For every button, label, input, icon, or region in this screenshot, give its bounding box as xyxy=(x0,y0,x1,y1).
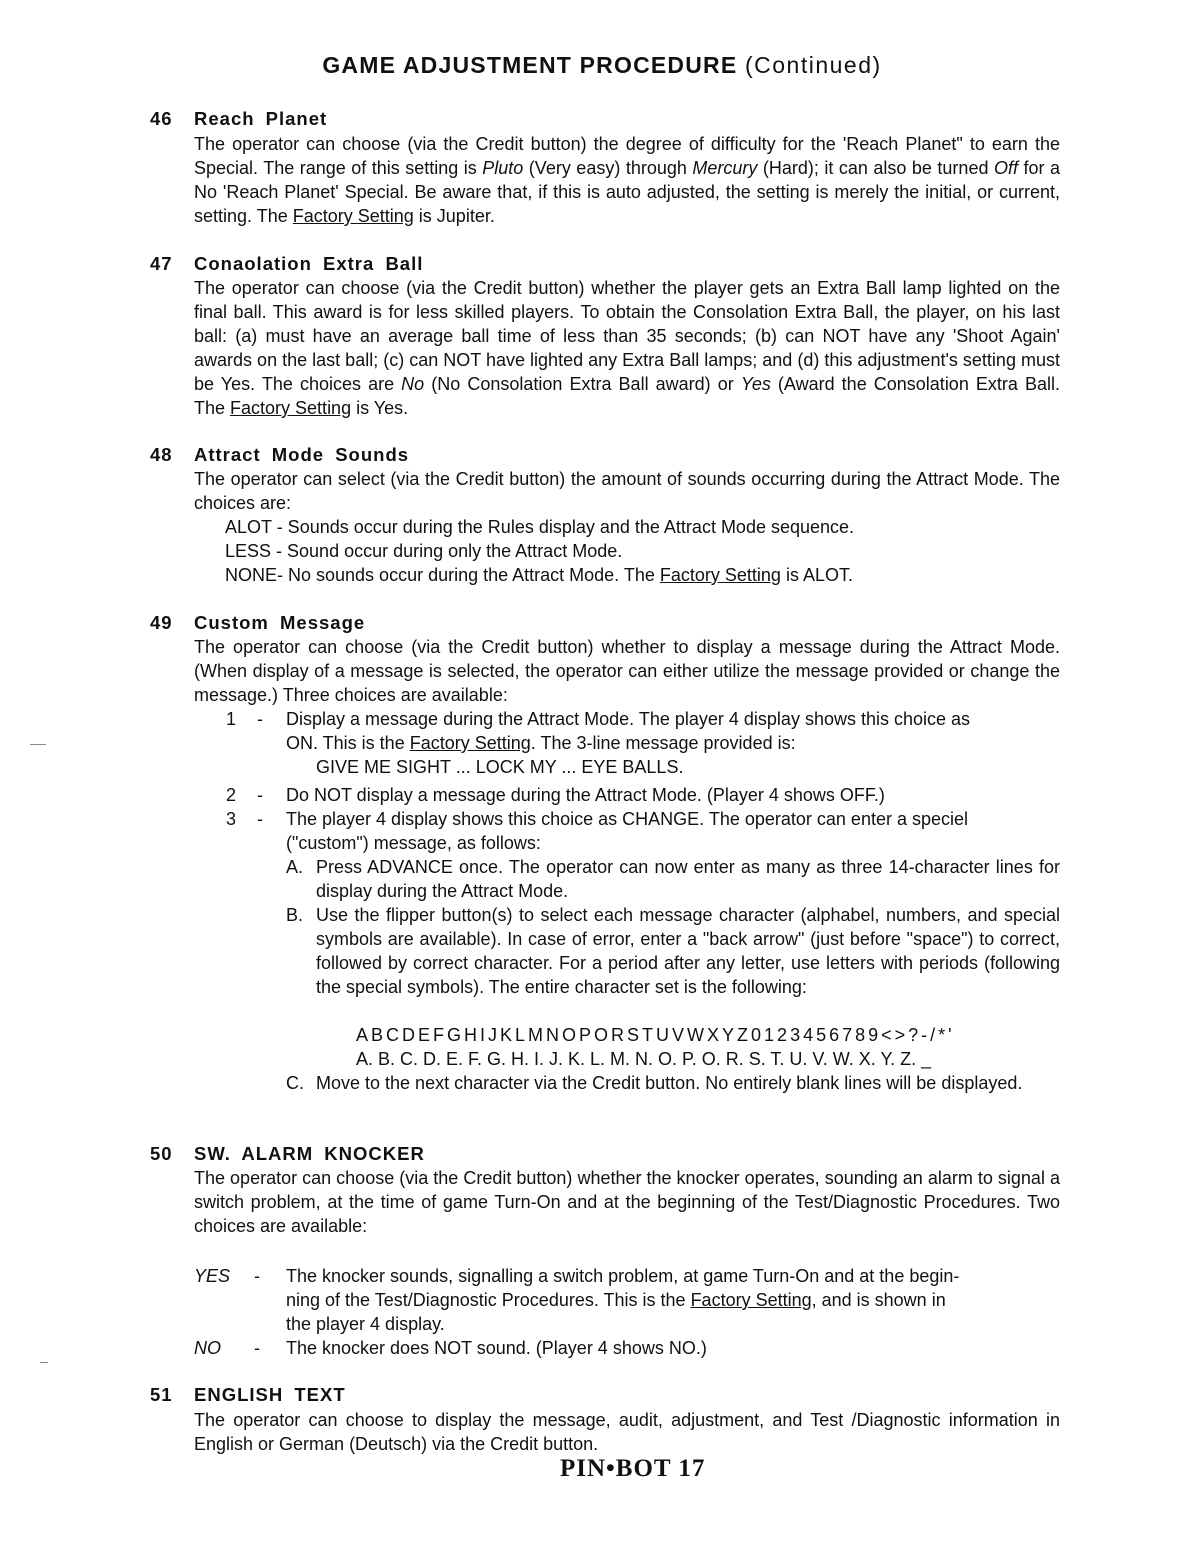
list-item: Display a message during the Attract Mode. The player 4 display shows this choice as xyxy=(286,709,971,729)
choice-dash: - xyxy=(254,1338,260,1358)
list-item: Do NOT display a message during the Attract Mode. (Player 4 shows OFF.) xyxy=(286,785,885,805)
choice-text: ning of the Test/Diagnostic Procedures. This is the Factory Setting, and is shown in xyxy=(286,1290,946,1310)
list-item: ON. This is the Factory Setting. The 3-line message provided is: xyxy=(286,733,796,753)
message-text: GIVE ME SIGHT ... LOCK MY ... EYE BALLS. xyxy=(316,757,684,777)
list-dash: - xyxy=(257,785,263,805)
list-dash: - xyxy=(257,709,263,729)
character-set: ABCDEFGHIJKLMNOPORSTUVWXYZ0123456789<>?-/*' xyxy=(356,1025,955,1045)
section-heading: Custom Message xyxy=(194,612,366,633)
section-body: The operator can choose (via the Credit button) whether the knocker operates, sounding an alarm to signal a switch problem, at the time of game Turn-On and at the beginning of the Test/Diagnostic Procedures. Two choices are available: xyxy=(194,1168,1060,1236)
scan-mark xyxy=(40,1362,48,1363)
section-heading: ENGLISH TEXT xyxy=(194,1384,346,1405)
choice-text: The knocker does NOT sound. (Player 4 shows NO.) xyxy=(286,1338,707,1358)
section-heading: Conaolation Extra Ball xyxy=(194,253,424,274)
section-body: The operator can choose (via the Credit button) whether to display a message during the Attract Mode. (When display of a message is selected, the operator can either utilize the message provided or change the message.) Three choices are available: xyxy=(194,637,1060,705)
choice-label: YES xyxy=(194,1266,231,1286)
choice-dash: - xyxy=(254,1266,260,1286)
page-footer: PIN•BOT 17 xyxy=(560,1455,706,1482)
choice-text: the player 4 display. xyxy=(286,1314,445,1334)
section-heading: Reach Planet xyxy=(194,108,328,129)
list-item: NONE- No sounds occur during the Attract Mode. The Factory Setting is ALOT. xyxy=(225,565,853,585)
section-body: The operator can choose (via the Credit button) whether the player gets an Extra Ball lamp lighted on the final ball. This award is for less skilled players. To obtain the Consolation Extra Ball, the player, on his last ball: (a) must have an average ball time of less than 35 seconds; (b) can NOT have any 'Shoot Again' awards on the last ball; (c) can NOT have lighted any Extra Ball lamps; and (d) this adjustment's setting must be Yes. The choices are No (No Consolation Extra Ball award) or Yes (Award the Consolation Extra Ball. The Factory Setting is Yes. xyxy=(194,278,1061,418)
sublist-item: Press ADVANCE once. The operator can now enter as many as three 14-character lines for display during the Attract Mode. xyxy=(316,857,1060,901)
sublist-label: C. xyxy=(286,1073,304,1093)
section-body: The operator can choose to display the message, audit, adjustment, and Test /Diagnostic information in English or German (Deutsch) via the Credit button. xyxy=(194,1410,1060,1454)
list-dash: - xyxy=(257,809,263,829)
list-number: 2 xyxy=(226,785,237,805)
sublist-item: Move to the next character via the Credit button. No entirely blank lines will be displayed. xyxy=(316,1073,1023,1093)
section-number: 50 xyxy=(150,1143,173,1164)
section-number: 49 xyxy=(150,612,173,633)
sublist-label: B. xyxy=(286,905,304,925)
choice-text: The knocker sounds, signalling a switch problem, at game Turn-On and at the begin- xyxy=(286,1266,960,1286)
section-body: The operator can select (via the Credit button) the amount of sounds occurring during the Attract Mode. The choices are: xyxy=(194,469,1060,513)
section-number: 48 xyxy=(150,444,173,465)
section-number: 51 xyxy=(150,1384,173,1405)
section-heading: Attract Mode Sounds xyxy=(194,444,410,465)
section-heading: SW. ALARM KNOCKER xyxy=(194,1143,425,1164)
character-set-periods: A. B. C. D. E. F. G. H. I. J. K. L. M. N. O. P. O. R. S. T. U. V. W. X. Y. Z. _ xyxy=(356,1049,932,1069)
choice-label: NO xyxy=(194,1338,221,1358)
page-title xyxy=(0,52,1204,79)
list-item: ("custom") message, as follows: xyxy=(286,833,541,853)
list-number: 3 xyxy=(226,809,237,829)
scan-mark xyxy=(30,744,46,745)
list-item: The player 4 display shows this choice as CHANGE. The operator can enter a speciel xyxy=(286,809,969,829)
list-item: LESS - Sound occur during only the Attract Mode. xyxy=(225,541,623,561)
sublist-label: A. xyxy=(286,857,304,877)
list-number: 1 xyxy=(226,709,237,729)
title-continued: (Continued) xyxy=(744,52,882,78)
section-number: 46 xyxy=(150,108,173,129)
list-item: ALOT - Sounds occur during the Rules display and the Attract Mode sequence. xyxy=(225,517,855,537)
sublist-item: Use the flipper button(s) to select each message character (alphabel, numbers, and special symbols are available). In case of error, enter a "back arrow" (just before "space") to correct, followed by correct character. For a period after any letter, use letters with periods (following the special symbols). The entire character set is the following: xyxy=(316,905,1060,997)
section-body: The operator can choose (via the Credit button) the degree of difficulty for the 'Reach Planet" to earn the Special. The range of this setting is Pluto (Very easy) through Mercury (Hard); it can also be turned Off for a No 'Reach Planet' Special. Be aware that, if this is auto adjusted, the setting is merely the initial, or current, setting. The Factory Setting is Jupiter. xyxy=(194,134,1060,226)
title-text: GAME ADJUSTMENT PROCEDURE xyxy=(322,52,738,78)
section-number: 47 xyxy=(150,253,173,274)
